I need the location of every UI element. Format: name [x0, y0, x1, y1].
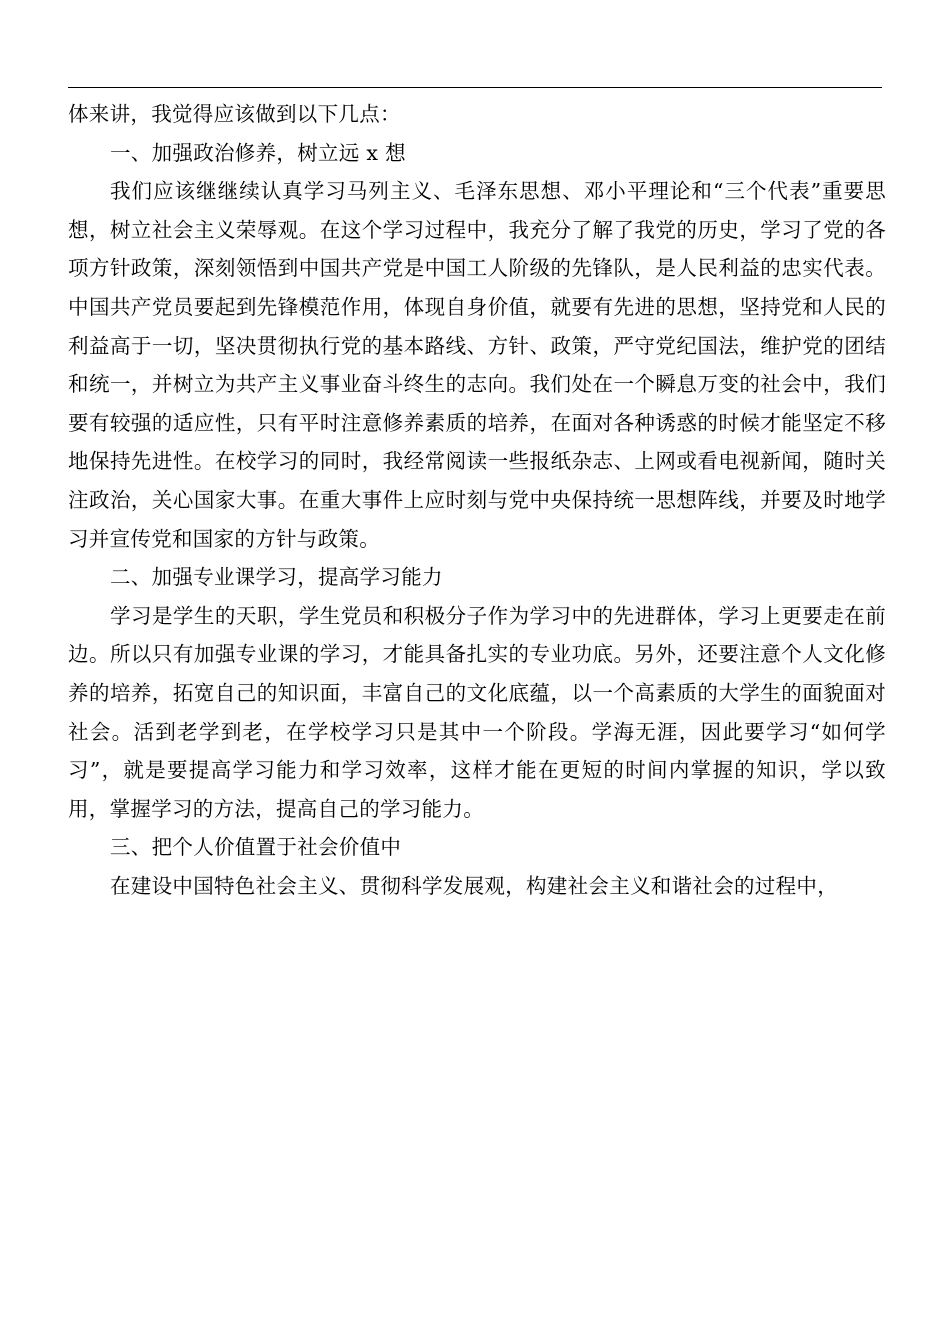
document-body [68, 95, 886, 905]
section-heading-3: 三、把个人价值置于社会价值中 [110, 835, 402, 860]
section-1-paragraph: 我们应该继继续认真学习马列主义、毛泽东思想、邓小平理论和“三个代表”重要思想，树立社会主义荣辱观。在这个学习过程中，我充分了解了我党的历史，学习了党的各项方针政策，深刻领悟到中国共产党是中国工人阶级的先锋队，是人民利益的忠实代表。中国共产党员要起到先锋模范作用，体现自身价值，就要有先进的思想，坚持党和人民的利益高于一切，坚决贯彻执行党的基本路线、方针、政策，严守党纪国法，维护党的团结和统一，并树立为共产主义事业奋斗终生的志向。我们处在一个瞬息万变的社会中，我们要有较强的适应性，只有平时注意修养素质的培养，在面对各种诱惑的时候才能坚定不移地保持先进性。在校学习的同时，我经常阅读一些报纸杂志、上网或看电视新闻，随时关注政治，关心国家大事。在重大事件上应时刻与党中央保持统一思想阵线，并要及时地学习并宣传党和国家的方针与政策。 [68, 179, 886, 551]
section-heading-2: 二、加强专业课学习，提高学习能力 [110, 565, 443, 590]
section-2-paragraph: 学习是学生的天职，学生党员和积极分子作为学习中的先进群体，学习上更要走在前边。所以只有加强专业课的学习，才能具备扎实的专业功底。另外，还要注意个人文化修养的培养，拓宽自己的知识面，丰富自己的文化底蕴，以一个高素质的大学生的面貌面对社会。活到老学到老，在学校学习只是其中一个阶段。学海无涯，因此要学习“如何学习”，就是要提高学习能力和学习效率，这样才能在更短的时间内掌握的知识，学以致用，掌握学习的方法，提高自己的学习能力。 [68, 603, 886, 821]
section-heading-1: 一、加强政治修养，树立远 x 想 [110, 140, 406, 165]
header-rule [68, 87, 882, 88]
section-3-paragraph: 在建设中国特色社会主义、贯彻科学发展观，构建社会主义和谐社会的过程中， [110, 873, 838, 898]
opening-line: 体来讲，我觉得应该做到以下几点： [68, 102, 401, 126]
